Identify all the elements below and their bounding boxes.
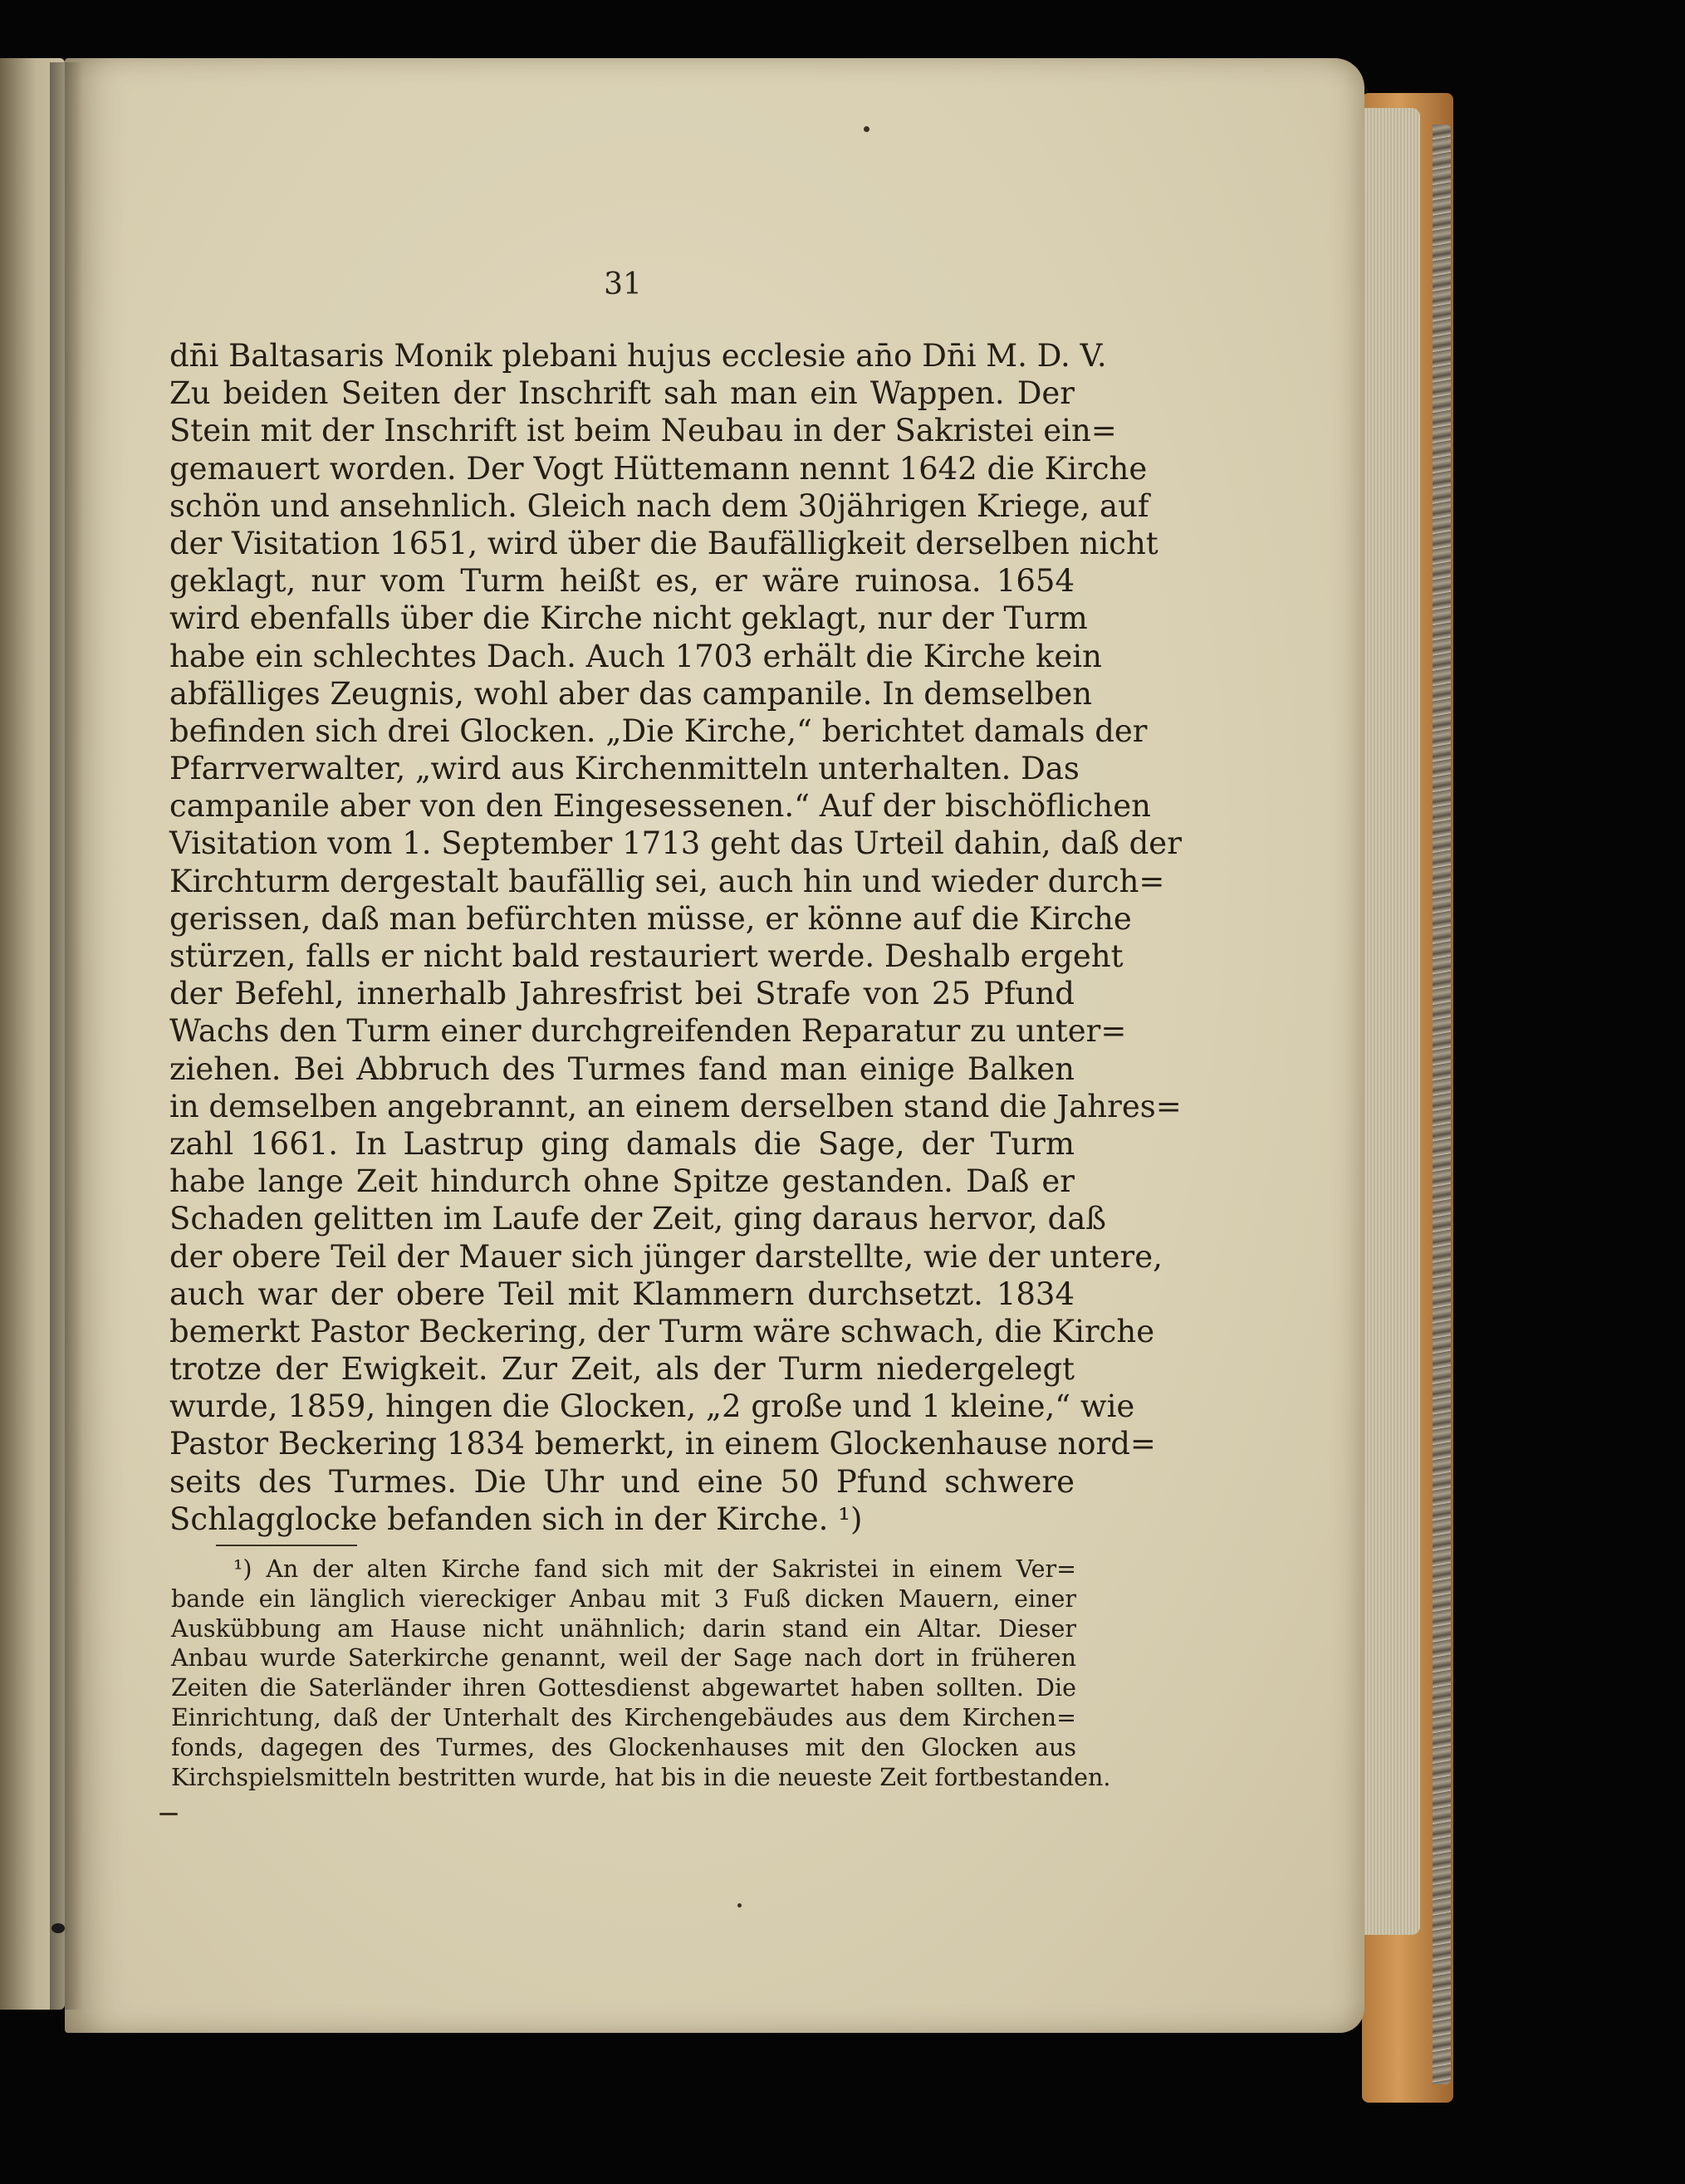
ink-speck <box>51 1923 65 1933</box>
text-line: ziehen. Bei Abbruch des Turmes fand man einige Balken <box>169 1050 1075 1087</box>
text-line: Pastor Beckering 1834 bemerkt, in einem Glockenhause nord= <box>169 1426 1156 1462</box>
text-line: abfälliges Zeugnis, wohl aber das campanile. In demselben <box>169 675 1093 712</box>
text-line: habe ein schlechtes Dach. Auch 1703 erhält die Kirche kein <box>169 638 1102 674</box>
text-line: Kirchturm dergestalt baufällig sei, auch hin und wieder durch= <box>169 863 1165 899</box>
text-line: bemerkt Pastor Beckering, der Turm wäre schwach, die Kirche <box>169 1313 1155 1349</box>
ink-speck <box>159 1813 178 1815</box>
text-line: wurde, 1859, hingen die Glocken, „2 große und 1 kleine,“ wie <box>169 1388 1135 1425</box>
footnote-line: bande ein länglich viereckiger Anbau mit 3 Fuß dicken Mauern, einer <box>171 1584 1076 1613</box>
footnote-line: Anbau wurde Saterkirche genannt, weil der Sage nach dort in früheren <box>171 1644 1076 1672</box>
text-line: Zu beiden Seiten der Inschrift sah man ein Wappen. Der <box>169 375 1075 412</box>
text-line: schön und ansehnlich. Gleich nach dem 30jährigen Kriege, auf <box>169 487 1149 524</box>
text-line: Visitation vom 1. September 1713 geht das Urteil dahin, daß der <box>169 825 1182 862</box>
text-line: geklagt, nur vom Turm heißt es, er wäre ruinosa. 1654 <box>169 563 1075 600</box>
text-line: Wachs den Turm einer durchgreifenden Reparatur zu unter= <box>169 1013 1127 1050</box>
marbled-cover-edge <box>1433 125 1451 2084</box>
footnote-line: fonds, dagegen des Turmes, des Glockenhauses mit den Glocken aus <box>171 1733 1076 1761</box>
text-line: habe lange Zeit hindurch ohne Spitze gestanden. Daß er <box>169 1163 1075 1200</box>
text-line: Schlagglocke befanden sich in der Kirche. ¹) <box>169 1501 863 1537</box>
page-number: 31 <box>604 267 642 301</box>
text-line: trotze der Ewigkeit. Zur Zeit, als der Turm niedergelegt <box>169 1351 1075 1388</box>
text-line: Schaden gelitten im Laufe der Zeit, ging daraus hervor, daß <box>169 1201 1107 1237</box>
text-line: auch war der obere Teil mit Klammern durchsetzt. 1834 <box>169 1276 1075 1312</box>
footnote-line: ¹) An der alten Kirche fand sich mit der Sakristei in einem Ver= <box>233 1555 1076 1583</box>
text-line: Stein mit der Inschrift ist beim Neubau in der Sakristei ein= <box>169 413 1117 449</box>
text-line: seits des Turmes. Die Uhr und eine 50 Pfund schwere <box>169 1463 1075 1500</box>
text-line: campanile aber von den Eingesessenen.“ Auf der bischöflichen <box>169 788 1151 825</box>
text-line: Pfarrverwalter, „wird aus Kirchenmitteln unterhalten. Das <box>169 751 1080 787</box>
text-line: befinden sich drei Glocken. „Die Kirche,“ berichtet damals der <box>169 712 1148 749</box>
text-line: stürzen, falls er nicht bald restauriert werde. Deshalb ergeht <box>169 938 1124 974</box>
footnote-line: Auskübbung am Hause nicht unähnlich; darin stand ein Altar. Dieser <box>171 1614 1076 1643</box>
book-gutter <box>50 62 83 2010</box>
footnote-line: Kirchspielsmitteln bestritten wurde, hat bis in die neueste Zeit fortbestanden. <box>171 1763 1111 1791</box>
text-line: der obere Teil der Mauer sich jünger darstellte, wie der untere, <box>169 1238 1163 1275</box>
footnote-divider <box>216 1545 357 1546</box>
footnote <box>171 1555 1111 1792</box>
ink-speck <box>737 1903 742 1907</box>
text-line: in demselben angebrannt, an einem derselben stand die Jahres= <box>169 1088 1182 1124</box>
text-line: gemauert worden. Der Vogt Hüttemann nennt 1642 die Kirche <box>169 450 1148 487</box>
text-line: der Befehl, innerhalb Jahresfrist bei Strafe von 25 Pfund <box>169 976 1075 1012</box>
text-line: wird ebenfalls über die Kirche nicht geklagt, nur der Turm <box>169 600 1088 637</box>
footnote-line: Zeiten die Saterländer ihren Gottesdienst abgewartet haben sollten. Die <box>171 1674 1076 1702</box>
ink-speck <box>864 126 869 132</box>
footnote-line: Einrichtung, daß der Unterhalt des Kirchengebäudes aus dem Kirchen= <box>171 1703 1076 1731</box>
text-line: zahl 1661. In Lastrup ging damals die Sage, der Turm <box>169 1125 1075 1162</box>
text-line: gerissen, daß man befürchten müsse, er könne auf die Kirche <box>169 900 1132 937</box>
text-line: dn̄i Baltasaris Monik plebani hujus ecclesie an̄o Dn̄i M. D. V. <box>169 338 1107 374</box>
text-line: der Visitation 1651, wird über die Baufälligkeit derselben nicht <box>169 525 1158 561</box>
main-text <box>169 337 1182 1538</box>
page-edges <box>1362 108 1420 1935</box>
